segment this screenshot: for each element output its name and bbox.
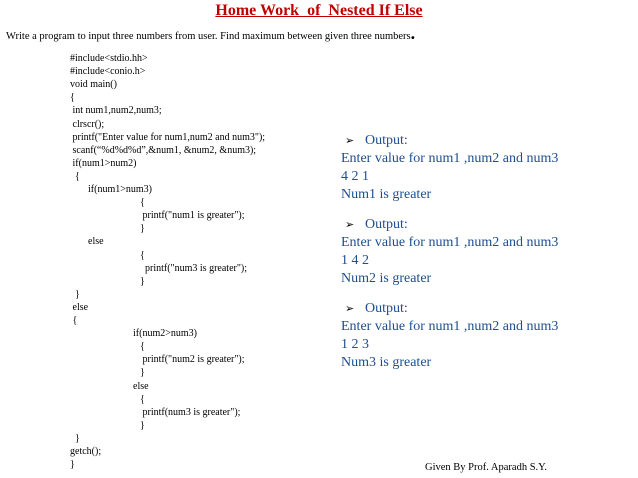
code-line: if(num1>num2) — [70, 157, 137, 169]
output-block-3 — [341, 300, 558, 372]
output-result: Num3 is greater — [341, 355, 432, 370]
page-title: Home Work of Nested If Else — [215, 2, 423, 19]
arrow-bullet-icon: ➢ — [345, 135, 355, 147]
code-line: scanf(“%d%d%d”,&num1, &num2, &num3); — [70, 144, 257, 156]
output-block-1 — [341, 132, 558, 204]
output-label: Output: — [365, 133, 408, 148]
code-line: else — [88, 236, 104, 248]
code-line: void main() — [70, 79, 117, 91]
code-line: } — [70, 432, 80, 444]
code-line: if(num2>num3) — [133, 328, 197, 340]
code-line: { — [140, 197, 145, 209]
arrow-bullet-icon: ➢ — [345, 303, 355, 315]
code-line: { — [140, 249, 145, 261]
arrow-bullet-icon: ➢ — [345, 219, 355, 231]
output-input: 1 4 2 — [341, 253, 369, 268]
code-line: } — [140, 367, 145, 379]
code-line: } — [70, 288, 80, 300]
code-line: else — [70, 301, 89, 313]
code-line: getch(); — [70, 446, 102, 457]
code-line: printf("num2 is greater"); — [140, 354, 245, 366]
code-line: { — [70, 92, 75, 104]
code-line: printf(num3 is greater"); — [140, 406, 241, 418]
output-block-2 — [341, 216, 558, 288]
question-text — [6, 23, 416, 43]
output-result: Num1 is greater — [341, 187, 432, 202]
output-prompt: Enter value for num1 ,num2 and num3 — [341, 319, 559, 334]
code-line: { — [140, 341, 145, 353]
code-line: } — [140, 419, 145, 431]
output-input: 1 2 3 — [341, 337, 369, 352]
output-prompt: Enter value for num1 ,num2 and num3 — [341, 235, 559, 250]
question-period: . — [410, 23, 416, 43]
code-line: #include<conio.h> — [70, 66, 146, 78]
code-line: { — [70, 170, 80, 182]
output-section — [341, 132, 558, 384]
code-line: printf("Enter value for num1,num2 and num3"); — [70, 131, 266, 143]
code-line: printf("num3 is greater"); — [140, 262, 248, 274]
code-line: } — [70, 459, 75, 471]
output-result: Num2 is greater — [341, 271, 432, 286]
code-line: { — [140, 393, 145, 405]
output-label: Output: — [365, 301, 408, 316]
code-line: { — [70, 315, 78, 326]
code-line: clrscr(); — [70, 118, 105, 130]
code-line: } — [140, 275, 145, 287]
output-input: 4 2 1 — [341, 169, 369, 184]
code-line: } — [140, 223, 145, 235]
code-line: int num1,num2,num3; — [70, 105, 162, 117]
question-body: Write a program to input three numbers from user. Find maximum between given three numbers — [6, 31, 411, 42]
output-label: Output: — [365, 217, 408, 232]
code-line: #include<stdio.hh> — [70, 53, 148, 64]
output-prompt: Enter value for num1 ,num2 and num3 — [341, 151, 559, 166]
code-line: printf("num1 is greater"); — [140, 210, 245, 222]
author-credit: Given By Prof. Aparadh S.Y. — [425, 462, 548, 473]
code-line: if(num1>num3) — [88, 184, 152, 195]
code-line: else — [133, 380, 149, 392]
